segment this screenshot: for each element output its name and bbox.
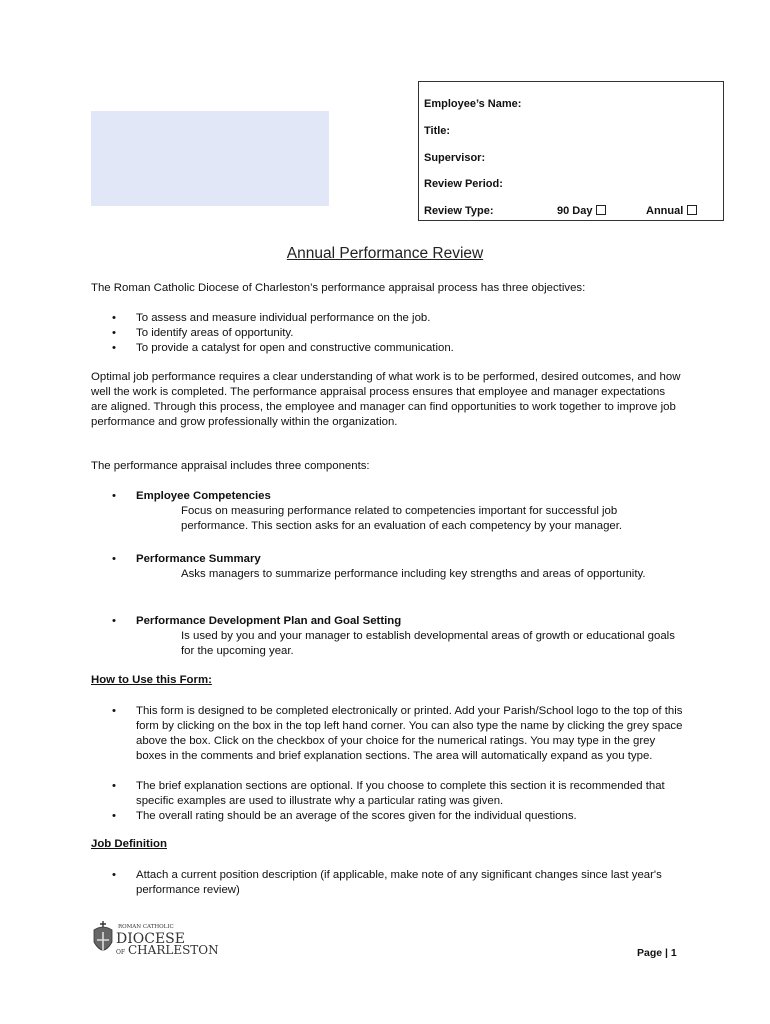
objective-item: To identify areas of opportunity. [136, 327, 294, 339]
job-definition-item: Attach a current position description (if applicable, make note of any significant changes since last year's performance review) [136, 869, 662, 896]
checkbox-90-day[interactable] [596, 205, 606, 215]
bullet-icon: • [112, 327, 116, 339]
bullet-icon: • [112, 780, 116, 792]
title-label: Title: [424, 125, 451, 137]
diocese-logo [90, 918, 225, 960]
bullet-icon: • [112, 705, 116, 717]
employee-info-box [418, 81, 724, 221]
job-definition-heading: Job Definition [91, 838, 167, 850]
optimal-performance-paragraph: Optimal job performance requires a clear understanding of what work is to be performed, desired outcomes, and how well the work is completed. The performance appraisal process ensures that employee and manager expectations are aligned. Through this process, the employee and manager can find opportunities to work together to improve job performance and grow professionally within the organization. [91, 371, 681, 428]
page-number: Page | 1 [637, 947, 677, 959]
bullet-icon: • [112, 553, 116, 565]
bullet-icon: • [112, 615, 116, 627]
logo-word-charleston: CHARLESTON [128, 943, 219, 957]
components-intro: The performance appraisal includes three components: [91, 460, 370, 472]
checkbox-annual[interactable] [687, 205, 697, 215]
component-description: Is used by you and your manager to establish developmental areas of growth or educational goals for the upcoming year. [181, 630, 675, 657]
objective-item: To assess and measure individual performance on the job. [136, 312, 431, 324]
component-title: Performance Summary [136, 553, 261, 565]
component-title: Employee Competencies [136, 490, 271, 502]
logo-top-text: ROMAN CATHOLIC [118, 924, 174, 930]
component-description: Focus on measuring performance related to competencies important for successful job performance. This section asks for an evaluation of each competency by your manager. [181, 505, 623, 532]
bullet-icon: • [112, 490, 116, 502]
supervisor-label: Supervisor: [424, 152, 486, 164]
page-title: Annual Performance Review [286, 245, 484, 262]
option-annual-label: Annual [646, 205, 684, 217]
intro-text: The Roman Catholic Diocese of Charleston’s performance appraisal process has three objectives: [91, 282, 586, 294]
component-title: Performance Development Plan and Goal Setting [136, 615, 402, 627]
review-type-label: Review Type: [424, 205, 494, 217]
how-to-item: The overall rating should be an average of the scores given for the individual questions. [136, 810, 577, 822]
bullet-icon: • [112, 342, 116, 354]
component-description: Asks managers to summarize performance including key strengths and areas of opportunity. [181, 568, 646, 580]
bullet-icon: • [112, 810, 116, 822]
how-to-heading: How to Use this Form: [91, 674, 212, 686]
bullet-icon: • [112, 869, 116, 881]
option-annual[interactable] [646, 205, 697, 217]
crest-icon [94, 921, 112, 950]
review-type-row [424, 205, 719, 217]
option-90-day-label: 90 Day [557, 205, 593, 217]
logo-word-of: OF [116, 949, 126, 956]
objective-item: To provide a catalyst for open and constructive communication. [136, 342, 454, 354]
logo-placeholder[interactable] [91, 111, 329, 206]
logo-word-diocese: DIOCESE [116, 931, 185, 947]
bullet-icon: • [112, 312, 116, 324]
how-to-item: This form is designed to be completed electronically or printed. Add your Parish/School logo to the top of this form by clicking on the box in the top left hand corner. You can also type the name by clicking the grey space above the box. Click on the checkbox of your choice for the numerical ratings. You may type in the grey boxes in the comments and brief explanation sections. The area will automatically expand as you type. [136, 705, 683, 762]
how-to-item: The brief explanation sections are optional. If you choose to complete this section it is recommended that specific examples are used to illustrate why a particular rating was given. [136, 780, 665, 807]
option-90-day[interactable] [557, 205, 606, 217]
review-period-label: Review Period: [424, 178, 503, 190]
employee-name-label: Employee’s Name: [424, 98, 522, 110]
